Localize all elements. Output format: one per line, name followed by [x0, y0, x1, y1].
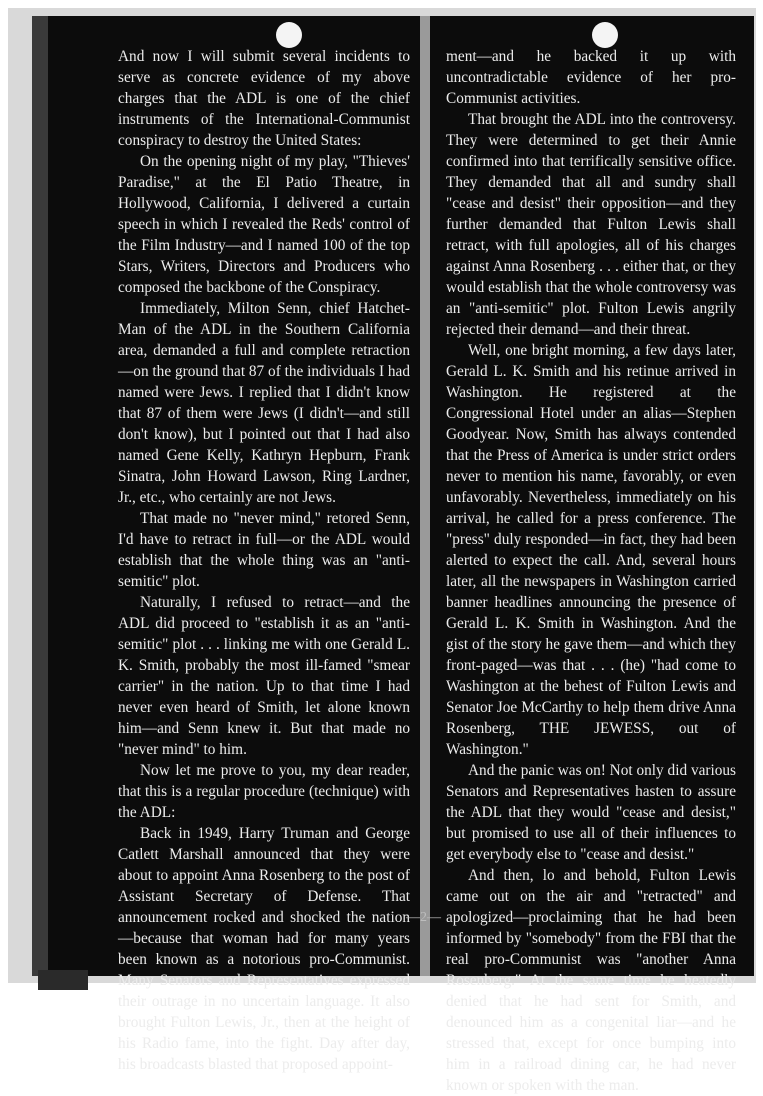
punch-hole-left	[276, 22, 302, 48]
left-paragraph-2: On the opening night of my play, "Thieves' Paradise," at the El Patio Theatre, in Hollywood, California, I delivered a curtain speech in which I revealed the Reds' control of the Film Industry—and I named 100 of the top Stars, Writers, Directors and Producers who composed the backbone of the Conspiracy.	[118, 153, 410, 296]
right-paragraph-1: ment—and he backed it up with uncontradictable evidence of her pro-Communist activities.	[446, 48, 736, 107]
scanned-page	[8, 8, 756, 1094]
left-paragraph-5: Naturally, I refused to retract—and the ADL did proceed to "establish it as an "anti-semitic" plot . . . linking me with one Gerald L. K. Smith, probably the most ill-famed "smear carrier" in the nation. Up to that time I had never even heard of Smith, let alone known him—and Senn knew it. But that made no "never mind" to him.	[118, 594, 410, 758]
page-number: —2—	[406, 910, 441, 925]
right-paragraph-3: Well, one bright morning, a few days later, Gerald L. K. Smith and his retinue arrived in Washington. He registered at the Congressional Hotel under an alias—Stephen Goodyear. Now, Smith has always contended that the Press of America is under strict orders never to mention his name, favorably, or even unfavorably. Nevertheless, immediately on his arrival, he called for a press conference. The "press" duly responded—in fact, they had been alerted to expect the call. And, several hours later, all the newspapers in Washington carried banner headlines announcing the presence of Gerald L. K. Smith in Washington. And the gist of the story he gave them—and which they front-paged—was that . . . (he) "had come to Washington at the behest of Fulton Lewis and Senator Joe McCarthy to help them drive Anna Rosenberg, THE JEWESS, out of Washington."	[446, 342, 736, 758]
punch-hole-right	[592, 22, 618, 48]
right-paragraph-5: And then, lo and behold, Fulton Lewis came out on the air and "retracted" and apologized—proclaiming that he had been informed by "somebody" from the FBI that the real pro-Communist was "another Anna Rosenberg." At the same time he heatedly denied that he had sent for Smith, and denounced him as a congenital liar—and he stressed that, except for once bumping into him in a railroad dining car, he had never known or spoken with the man.	[446, 867, 736, 1094]
left-binding-edge	[32, 16, 48, 976]
right-column	[430, 16, 754, 1094]
left-column	[32, 16, 420, 1073]
right-paragraph-4: And the panic was on! Not only did various Senators and Representatives hasten to assure the ADL that they would "cease and desist," but promised to use all of their influences to get everybody else to "cease and desist."	[446, 762, 736, 863]
right-paragraph-2: That brought the ADL into the controversy. They were determined to get their Annie confirmed into that terrifically sensitive office. They demanded that all and sundry shall "cease and desist" their opposition—and they further demanded that Fulton Lewis shall retract, with full apologies, all of his charges against Anna Rosenberg . . . either that, or they would establish that the whole controversy was an "anti-semitic" plot. Fulton Lewis angrily rejected their demand—and their threat.	[446, 111, 736, 338]
corner-smudge	[38, 970, 88, 990]
left-paragraph-6: Now let me prove to you, my dear reader, that this is a regular procedure (technique) with the ADL:	[118, 762, 410, 821]
left-paragraph-1: And now I will submit several incidents to serve as concrete evidence of my above charges that the ADL is one of the chief instruments of the International-Communist conspiracy to destroy the United States:	[118, 48, 410, 149]
column-gutter	[420, 16, 430, 976]
left-paragraph-3: Immediately, Milton Senn, chief Hatchet-Man of the ADL in the Southern California area, demanded a full and complete retraction—on the ground that 87 of the individuals I had named were Jews. I replied that I didn't know that 87 of them were Jews (I didn't—and still don't know), but I pointed out that I had also named Gene Kelly, Kathryn Hepburn, Frank Sinatra, John Howard Lawson, Ring Lardner, Jr., etc., who certainly are not Jews.	[118, 300, 410, 506]
left-paragraph-7: Back in 1949, Harry Truman and George Catlett Marshall announced that they were about to appoint Anna Rosenberg to the post of Assistant Secretary of Defense. That announcement rocked and shocked the nation—because that woman had for many years been known as a notorious pro-Communist. Many Senators and Representatives expressed their outrage in no uncertain language. It also brought Fulton Lewis, Jr., then at the height of his Radio fame, into the fight. Day after day, his broadcasts blasted that proposed appoint-	[118, 825, 410, 1073]
left-paragraph-4: That made no "never mind," retored Senn, I'd have to retract in full—or the ADL would establish that the whole thing was an "anti-semitic" plot.	[118, 510, 410, 590]
